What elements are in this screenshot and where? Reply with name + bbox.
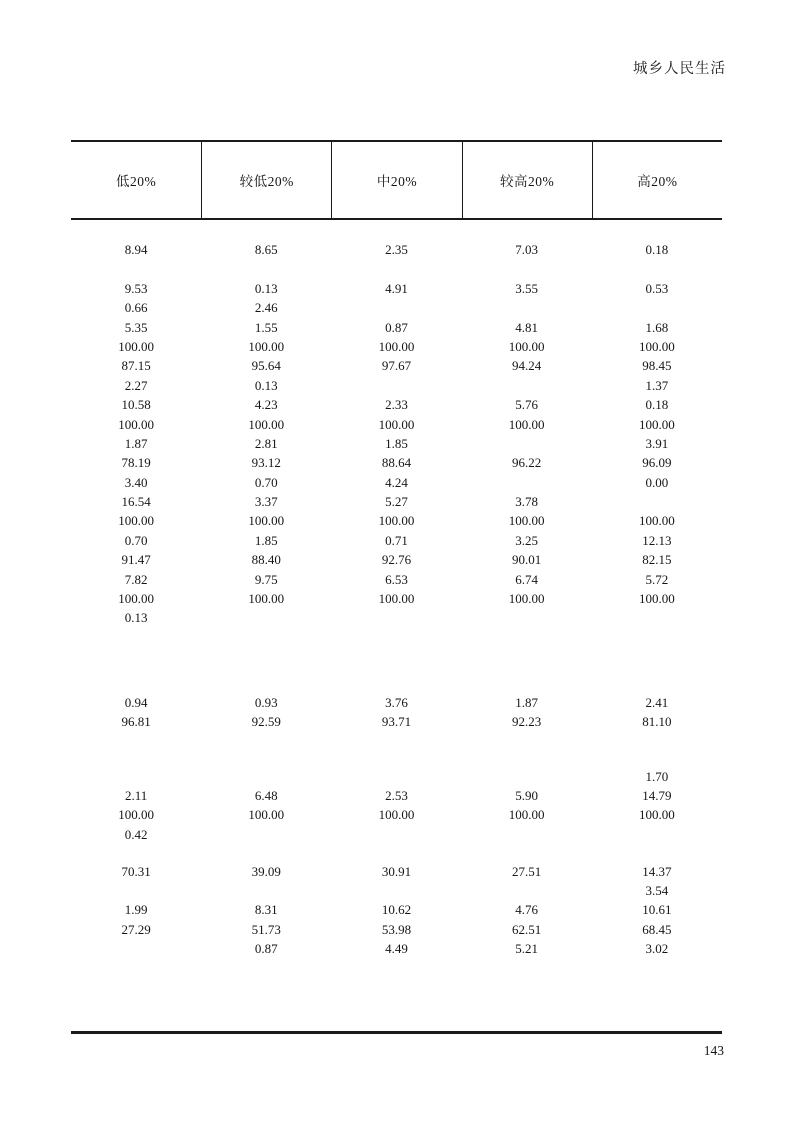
table-cell: 2.11: [124, 787, 148, 803]
table-cell: 6.53: [385, 571, 408, 587]
table-section: [71, 240, 722, 259]
table-cell: 8.31: [254, 902, 278, 918]
table-cell: 68.45: [642, 921, 672, 937]
table-row: [71, 492, 722, 511]
table-cell: 100.00: [248, 513, 285, 529]
table-row: [71, 693, 722, 712]
table-cell: 5.21: [515, 941, 539, 957]
table-row: [71, 608, 722, 627]
table-row: [71, 570, 722, 589]
table-cell: 8.65: [254, 242, 278, 257]
table-cell: 1.99: [124, 902, 148, 918]
table-cell: 6.48: [254, 787, 278, 803]
column-header-low20: 低20%: [115, 174, 157, 189]
table-cell: 4.76: [515, 902, 539, 918]
table-cell: [71, 767, 201, 786]
table-row: [71, 337, 722, 356]
table-cell: 5.76: [515, 397, 539, 413]
table-cell: 1.70: [645, 768, 669, 784]
table-cell: [71, 881, 201, 900]
table-cell: [201, 767, 331, 786]
table-cell: 4.81: [515, 319, 539, 335]
table-cell: 3.54: [645, 883, 669, 899]
table-cell: 100.00: [118, 416, 154, 432]
table-cell: 3.40: [124, 474, 148, 490]
table-cell: 51.73: [251, 921, 281, 937]
table-cell: 1.68: [645, 319, 669, 335]
table-cell: [462, 473, 592, 492]
table-cell: 1.87: [515, 694, 539, 710]
table-cell: 62.51: [512, 921, 542, 937]
table-cell: 4.49: [385, 941, 408, 957]
table-cell: 81.10: [642, 714, 672, 730]
table-cell: 82.15: [642, 552, 672, 568]
table-cell: 0.00: [645, 474, 669, 490]
table-cell: 78.19: [121, 455, 151, 471]
table-cell: [331, 881, 461, 900]
table-cell: 30.91: [381, 863, 412, 879]
table-cell: 1.37: [645, 377, 669, 393]
table-cell: 100.00: [508, 338, 545, 354]
table-cell: 53.98: [381, 921, 412, 937]
table-cell: 100.00: [508, 591, 545, 607]
table-cell: 100.00: [118, 338, 154, 354]
table-cell: 3.78: [515, 494, 539, 510]
table-cell: 16.54: [121, 494, 151, 510]
table-cell: 100.00: [378, 416, 415, 432]
table-cell: 0.18: [645, 397, 669, 413]
table-cell: 27.51: [512, 863, 542, 879]
table-cell: 94.24: [512, 358, 542, 374]
table-cell: 2.35: [385, 242, 408, 257]
table-cell: 12.13: [642, 532, 672, 548]
table-cell: 4.23: [254, 397, 278, 413]
table-row: [71, 939, 722, 958]
table-cell: 100.00: [638, 513, 675, 529]
table-cell: 3.76: [385, 694, 408, 710]
table-cell: 5.90: [515, 787, 539, 803]
table-row: [71, 589, 722, 608]
table-cell: 6.74: [515, 571, 539, 587]
table-cell: 100.00: [638, 416, 675, 432]
table-cell: 100.00: [378, 591, 415, 607]
table-cell: 96.22: [512, 455, 542, 471]
table-cell: 3.91: [645, 435, 669, 451]
table-cell: 2.33: [385, 397, 408, 413]
table-row: [71, 920, 722, 939]
table-section: [71, 693, 722, 732]
table-cell: 0.94: [124, 694, 148, 710]
table-cell: 70.31: [121, 863, 151, 879]
table-cell: 0.87: [385, 319, 408, 335]
table-cell: 97.67: [381, 358, 412, 374]
table-cell: 0.70: [124, 532, 148, 548]
table-row: [71, 376, 722, 395]
table-cell: 100.00: [638, 591, 675, 607]
table-cell: 5.72: [645, 571, 669, 587]
table-cell: 100.00: [118, 807, 154, 823]
table-row: [71, 531, 722, 550]
table-row: [71, 240, 722, 259]
table-cell: 93.71: [381, 714, 412, 730]
table-cell: 1.55: [254, 319, 278, 335]
table-cell: 3.25: [515, 532, 539, 548]
table-cell: 88.40: [251, 552, 281, 568]
table-row: [71, 881, 722, 900]
table-row: [71, 786, 722, 805]
table-cell: 95.64: [251, 358, 281, 374]
table-row: [71, 298, 722, 317]
table-cell: 1.87: [124, 435, 148, 451]
table-cell: [462, 376, 592, 395]
table-section: [71, 279, 722, 628]
table-cell: [201, 881, 331, 900]
table-cell: 100.00: [508, 513, 545, 529]
column-header-mid20: 中20%: [331, 142, 461, 218]
table-cell: [71, 939, 201, 958]
table-cell: [462, 298, 592, 317]
table-cell: 10.62: [381, 902, 412, 918]
table-cell: [331, 825, 461, 844]
table-row: [71, 805, 722, 824]
table-row: [71, 712, 722, 731]
table-cell: [462, 767, 592, 786]
table-cell: 0.53: [645, 280, 669, 296]
table-row: [71, 825, 722, 844]
table-row: [71, 318, 722, 337]
table-cell: 100.00: [378, 807, 415, 823]
table-row: [71, 767, 722, 786]
table-cell: 100.00: [248, 807, 285, 823]
table-cell: 3.02: [645, 941, 669, 957]
table-cell: [592, 298, 722, 317]
column-header-lowermid20: 较低20%: [201, 142, 331, 218]
table-cell: 0.18: [645, 242, 669, 257]
table-row: [71, 511, 722, 530]
table-cell: 100.00: [248, 338, 285, 354]
table-cell: 93.12: [251, 455, 281, 471]
table-cell: 0.13: [254, 280, 278, 296]
page-number: 143: [703, 1043, 724, 1058]
table-cell: 14.79: [642, 787, 672, 803]
table-cell: [592, 825, 722, 844]
table-cell: 7.03: [515, 242, 539, 257]
table-section: [71, 767, 722, 845]
table-row: [71, 862, 722, 881]
table-cell: 3.55: [515, 280, 539, 296]
table-row: [71, 415, 722, 434]
table-cell: [201, 608, 331, 627]
table-cell: 96.81: [121, 714, 151, 730]
quintile-table: [71, 140, 722, 959]
table-row: [71, 434, 722, 453]
table-cell: 0.66: [124, 300, 148, 316]
table-cell: 0.13: [254, 377, 278, 393]
table-cell: 90.01: [512, 552, 542, 568]
table-cell: 2.81: [254, 435, 278, 451]
table-cell: 100.00: [378, 513, 415, 529]
table-cell: 2.27: [124, 377, 148, 393]
table-cell: [331, 298, 461, 317]
column-header-uppermid20: 较高20%: [462, 142, 592, 218]
table-cell: 2.46: [254, 300, 278, 316]
table-cell: [331, 376, 461, 395]
table-cell: 0.93: [254, 694, 278, 710]
table-cell: 100.00: [118, 513, 154, 529]
table-row: [71, 900, 722, 919]
table-cell: 39.09: [251, 863, 281, 879]
table-cell: 1.85: [385, 435, 408, 451]
table-cell: 0.42: [124, 826, 148, 842]
table-cell: 100.00: [508, 416, 545, 432]
table-cell: 2.53: [385, 787, 408, 803]
table-cell: 100.00: [638, 338, 675, 354]
table-cell: 92.23: [512, 714, 542, 730]
table-row: [71, 473, 722, 492]
table-cell: 0.13: [124, 610, 148, 626]
table-cell: 7.82: [124, 571, 148, 587]
table-cell: [462, 825, 592, 844]
table-cell: 92.59: [251, 714, 281, 730]
table-cell: [592, 492, 722, 511]
table-cell: [462, 608, 592, 627]
table-row: [71, 279, 722, 298]
table-cell: 100.00: [508, 807, 545, 823]
table-cell: 10.61: [642, 902, 672, 918]
table-cell: 14.37: [642, 863, 672, 879]
table-cell: 100.00: [118, 591, 154, 607]
table-cell: [331, 608, 461, 627]
table-cell: 91.47: [121, 552, 151, 568]
table-cell: [331, 767, 461, 786]
table-cell: [592, 608, 722, 627]
table-cell: 4.91: [385, 280, 408, 296]
table-cell: 9.53: [124, 280, 148, 296]
table-cell: 92.76: [381, 552, 412, 568]
table-row: [71, 550, 722, 569]
column-header-high20: 高20%: [592, 142, 722, 218]
table-row: [71, 453, 722, 472]
table-cell: 88.64: [381, 455, 412, 471]
table-cell: 98.45: [642, 358, 672, 374]
table-cell: 2.41: [645, 694, 669, 710]
table-cell: [462, 881, 592, 900]
table-cell: 3.37: [254, 494, 278, 510]
table-cell: 5.35: [124, 319, 148, 335]
table-cell: 10.58: [121, 397, 151, 413]
table-cell: 0.70: [254, 474, 278, 490]
table-cell: 100.00: [638, 807, 675, 823]
table-cell: [462, 434, 592, 453]
table-header: [71, 140, 722, 220]
table-cell: 8.94: [124, 242, 148, 257]
table-cell: 87.15: [121, 358, 151, 374]
table-cell: 100.00: [248, 591, 285, 607]
table-cell: 27.29: [121, 921, 151, 937]
table-cell: 5.27: [385, 494, 408, 510]
table-cell: 100.00: [378, 338, 415, 354]
table-cell: 0.87: [254, 941, 278, 957]
table-cell: 4.24: [385, 474, 408, 490]
table-cell: 1.85: [254, 532, 278, 548]
table-bottom-rule: [71, 1031, 722, 1034]
table-cell: 0.71: [385, 532, 408, 548]
table-row: [71, 395, 722, 414]
table-cell: 9.75: [254, 571, 278, 587]
table-cell: 100.00: [248, 416, 285, 432]
page-header-title: 城乡人民生活: [633, 61, 726, 77]
table-section: [71, 862, 722, 959]
table-body: [71, 220, 722, 959]
table-row: [71, 356, 722, 375]
table-cell: [201, 825, 331, 844]
table-cell: 96.09: [642, 455, 672, 471]
